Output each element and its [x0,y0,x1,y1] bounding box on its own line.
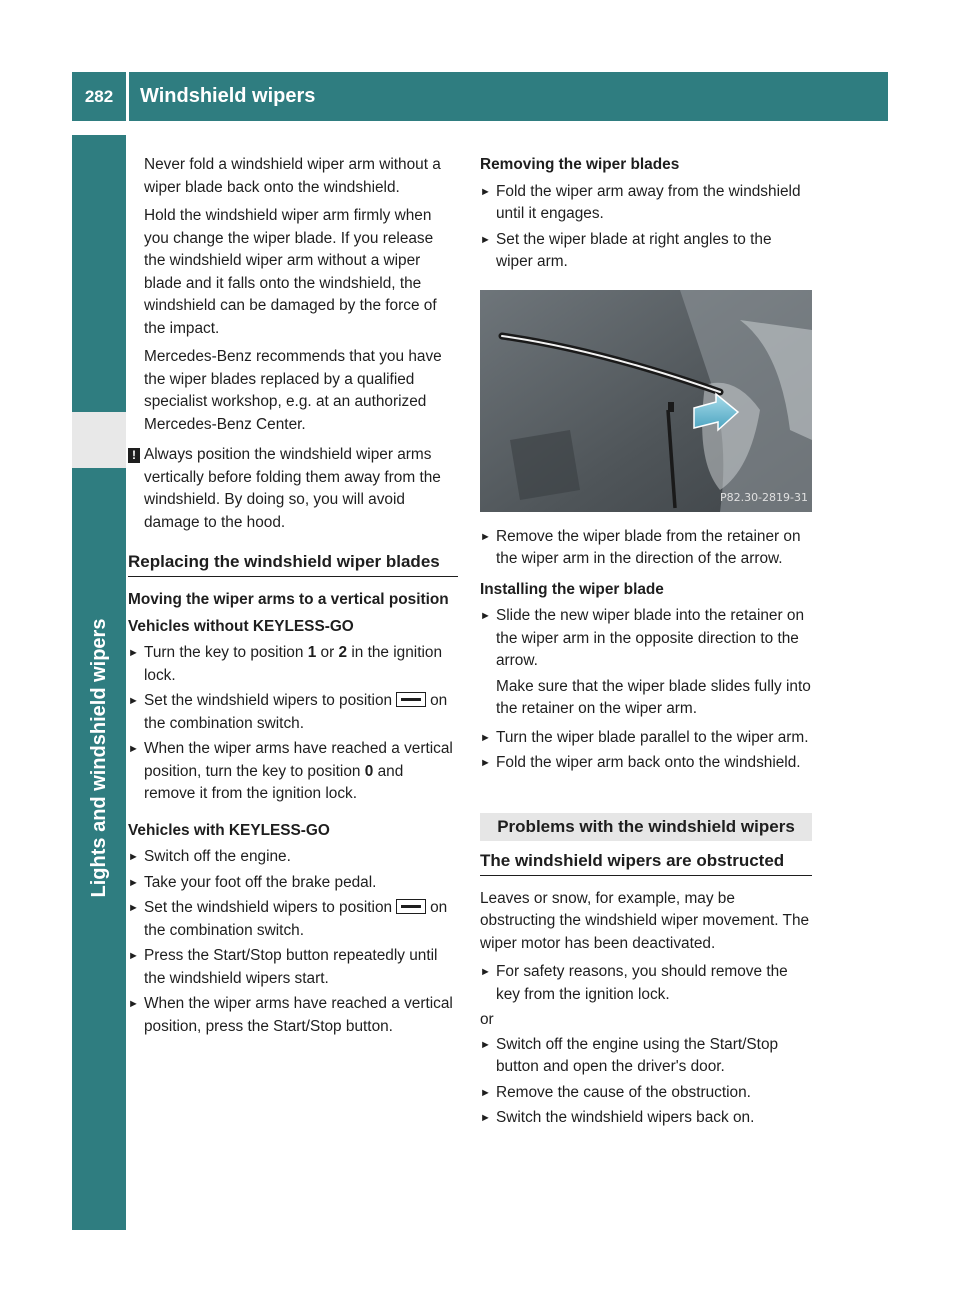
step-text: Remove the wiper blade from the retainer on the wiper arm in the direction of the arrow. [496,527,801,567]
step-text: or [316,644,339,661]
step-text: Take your foot off the brake pedal. [144,873,377,891]
step-arrow-icon: ► [128,743,139,755]
step-text: Switch the windshield wipers back on. [496,1109,755,1126]
step-arrow-icon: ► [480,530,491,543]
step [480,1034,812,1079]
step [128,897,458,942]
subheading: Installing the wiper blade [480,580,664,598]
step-text: Set the windshield wipers to position [144,692,393,709]
step [480,1107,812,1130]
section-heading: Replacing the windshield wiper blades [128,550,458,577]
or-text: or [480,1011,494,1028]
step-text: and remove it from the ignition lock. [144,762,404,802]
step-arrow-icon: ► [480,185,491,198]
section-heading: The windshield wipers are obstructed [480,849,812,876]
step-arrow-icon: ► [128,950,139,962]
step [128,945,458,990]
step-arrow-icon: ► [480,757,491,769]
step-arrow-icon: ► [128,647,139,659]
step-text: on the combination switch. [144,692,448,732]
step-text: Remove the cause of the obstruction. [496,1083,751,1101]
step-arrow-icon: ► [480,1112,491,1124]
paragraph: Make sure that the wiper blade slides fully into the retainer on the wiper arm. [496,677,811,717]
warning-icon: ! [128,448,140,463]
step-text: Press the Start/Stop button repeatedly until the windshield wipers start. [144,947,438,987]
step-arrow-icon: ► [128,695,139,707]
step [480,229,812,274]
step-text: on the combination switch. [144,899,448,939]
step-text: in the ignition lock. [144,644,443,684]
position-value: 0 [364,762,374,780]
step-arrow-icon: ► [480,1038,491,1051]
step [480,605,812,673]
subheading: Moving the wiper arms to a vertical position [128,591,449,608]
page-number: 282 [84,86,114,106]
step-text: Set the windshield wipers to position [144,899,393,916]
wiper-switch-icon [396,692,426,707]
step-text: Switch off the engine using the Start/Stop button and open the driver's door. [496,1035,779,1075]
group-title: Vehicles without KEYLESS-GO [128,617,354,635]
wiper-photo-svg [480,290,812,512]
header-divider [126,72,129,121]
step-arrow-icon: ► [128,876,139,889]
step-text: Fold the wiper arm away from the windshield until it engages. [496,182,801,222]
paragraph: Mercedes-Benz recommends that you have the wiper blades replaced by a qualified specialist workshop, e.g. at an authorized Mercedes-Benz Center. [144,348,442,433]
step-arrow-icon: ► [480,1086,491,1099]
paragraph: Never fold a windshield wiper arm without a wiper blade back onto the windshield. [144,156,441,196]
figure-caption: P82.30-2819-31 [719,491,808,504]
step-arrow-icon: ► [480,610,491,622]
position-value: 1 [307,644,317,661]
side-tab-label: Lights and windshield wipers [88,618,110,898]
section-band: Problems with the windshield wipers [480,813,812,841]
position-value: 2 [338,644,348,661]
step [480,526,812,571]
step-arrow-icon: ► [480,966,491,978]
group-title: Vehicles with KEYLESS-GO [128,821,330,839]
step [128,690,458,735]
step [128,872,458,895]
step [480,1082,812,1105]
page-title: Windshield wipers [140,85,316,107]
right-column [480,154,812,1133]
note [128,444,458,534]
step-text: Slide the new wiper blade into the retainer on the wiper arm in the opposite direction to the arrow. [496,607,805,669]
step-text: Turn the key to position [144,644,308,661]
subheading: Removing the wiper blades [480,156,680,173]
step-arrow-icon: ► [128,902,139,914]
step [128,642,458,687]
note-text: Always position the windshield wiper arms vertically before folding them away from the windshield. By doing so, you will avoid damage to the hood. [144,446,441,531]
left-column [128,154,458,1041]
step-text: Turn the wiper blade parallel to the wiper arm. [496,728,809,746]
step [480,961,812,1006]
step-arrow-icon: ► [128,998,139,1010]
step [480,181,812,226]
step [128,846,458,869]
wiper-blade-illustration [480,290,812,512]
step [480,727,812,750]
step-text: Fold the wiper arm back onto the windshield. [496,754,801,771]
step [480,752,812,775]
step-text: Switch off the engine. [144,848,291,865]
step-arrow-icon: ► [480,233,491,246]
paragraph: Leaves or snow, for example, may be obstructing the windshield wiper movement. The wiper motor has been deactivated. [480,889,810,952]
step [128,738,458,806]
step-text: When the wiper arms have reached a vertical position, press the Start/Stop button. [144,995,453,1035]
step-arrow-icon: ► [128,851,139,863]
step [128,993,458,1038]
paragraph: Hold the windshield wiper arm firmly when you change the wiper blade. If you release the windshield wiper arm without a wiper blade and it falls onto the windshield, the windshield can be damaged by the force of the impact. [144,207,437,337]
step-text: When the wiper arms have reached a vertical position, turn the key to position [144,740,453,780]
wiper-switch-icon [396,899,426,914]
step-arrow-icon: ► [480,731,491,744]
step-text: For safety reasons, you should remove the key from the ignition lock. [496,963,788,1003]
step-text: Set the wiper blade at right angles to the wiper arm. [496,230,772,270]
